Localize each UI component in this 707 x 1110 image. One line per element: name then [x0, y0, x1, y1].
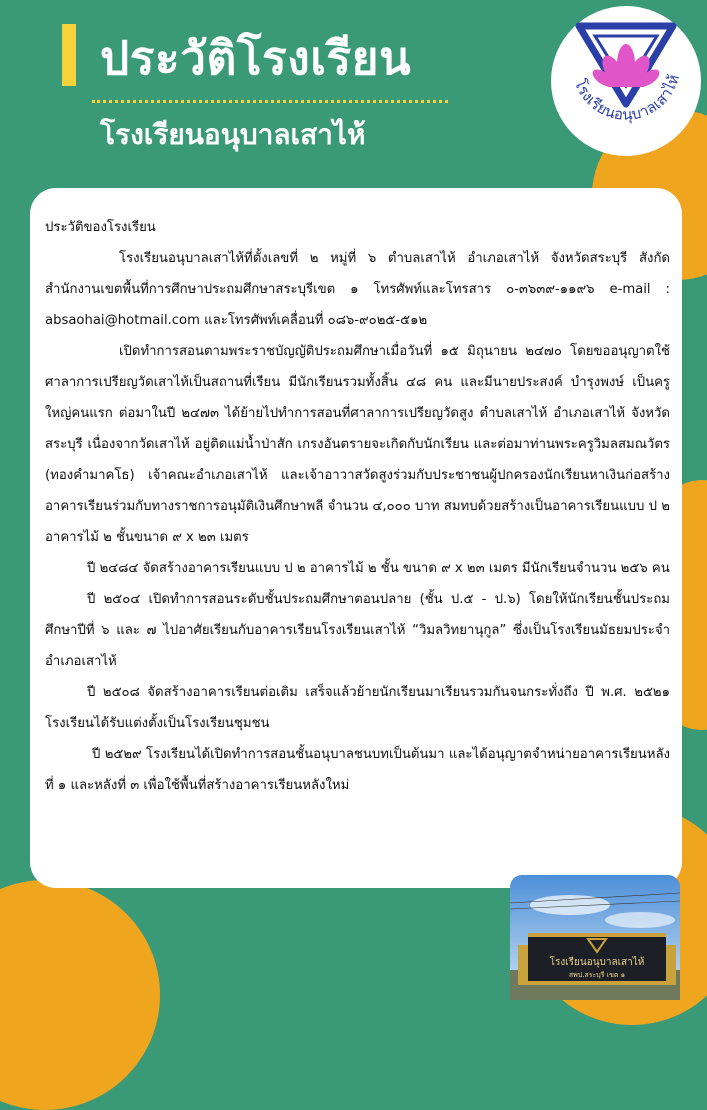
decorative-orange-circle-bottom-left — [0, 880, 160, 1110]
school-lotus-emblem-icon — [551, 6, 701, 156]
paragraph-founding: เปิดทำการสอนตามพระราชบัญญัติประถมศึกษาเมื่อวันที่ ๑๕ มิถุนายน ๒๔๗๐ โดยขออนุญาตใช้ศาลาการเปรียญวัดเสาไห้เป็นสถานที่เรียน มีนักเรียนรวมทั้งสิ้น ๔๘ คน และมีนายประสงค์ บำรุงพงษ์ เป็นครูใหญ่คนแรก ต่อมาในปี ๒๔๗๓ ได้ย้ายไปทำการสอนที่ศาลาการเปรียญวัดสูง ตำบลเสาไห้ อำเภอเสาไห้ จังหวัดสระบุรี เนื่องจากวัดเสาไห้ อยู่ติดแม่น้ำป่าสัก เกรงอันตรายจะเกิดกับนักเรียน และต่อมาท่านพระครูวิมลสมณวัตร (ทองคำมาคโธ) เจ้าคณะอำเภอเสาไห้ และเจ้าอาวาสวัดสูงร่วมกับประชาชนผู้ปกครองนักเรียนหาเงินก่อสร้างอาคารเรียนร่วมกับทางราชการอนุมัติเงินศึกษาพลี จำนวน ๔,๐๐๐ บาท สมทบด้วยสร้างเป็นอาคารเรียนแบบ ป ๒ อาคารไม้ ๒ ชั้นขนาด ๙ x ๒๓ เมตร — [45, 344, 670, 545]
paragraph-2508: ปี ๒๕๐๘ จัดสร้างอาคารเรียนต่อเติม เสร็จแล้วย้ายนักเรียนมาเรียนรวมกันจนกระทั่งถึง ปี พ.ศ. ๒๕๒๑ โรงเรียนได้รับแต่งตั้งเป็นโรงเรียนชุมชน — [45, 685, 670, 731]
paragraph-2504: ปี ๒๕๐๔ เปิดทำการสอนระดับชั้นประถมศึกษาตอนปลาย (ชั้น ป.๕ - ป.๖) โดยให้นักเรียนชั้นประถมศึกษาปีที่ ๖ และ ๗ ไปอาศัยเรียนกับอาคารเรียนโรงเรียนเสาไห้ “วิมลวิทยานุกูล” ซึ่งเป็นโรงเรียนมัธยมประจำอำเภอเสาไห้ — [45, 592, 670, 669]
page-title: ประวัติโรงเรียน — [100, 31, 412, 85]
title-dotted-divider — [92, 100, 448, 103]
school-gate-photo — [510, 875, 680, 1000]
logo-text: โรงเรียนอนุบาลเสาไห้ — [570, 72, 683, 124]
paragraph-2484: ปี ๒๔๘๔ จัดสร้างอาคารเรียนแบบ ป ๒ อาคารไม้ ๒ ชั้น ขนาด ๙ x ๒๓ เมตร มีนักเรียนจำนวน ๒๕๖ คน — [87, 561, 670, 576]
gate-sign-line2: สพป.สระบุรี เขต ๑ — [568, 971, 626, 979]
history-card — [30, 188, 682, 888]
title-accent-bar — [62, 24, 76, 86]
document-heading: ประวัติของโรงเรียน — [45, 220, 156, 235]
page-subtitle: โรงเรียนอนุบาลเสาไห้ — [100, 118, 366, 151]
paragraph-location: โรงเรียนอนุบาลเสาไห้ที่ตั้งเลขที่ ๒ หมู่ที่ ๖ ตำบลเสาไห้ อำเภอเสาไห้ จังหวัดสระบุรี สังกัดสำนักงานเขตพื้นที่การศึกษาประถมศึกษาสระบุรีเขต ๑ โทรศัพท์และโทรสาร ๐-๓๖๓๙-๑๑๙๖ e-mail : absaohai@hotmail.com และโทรศัพท์เคลื่อนที่ ๐๘๖-๙๐๒๕-๕๑๒ — [45, 251, 670, 328]
school-logo — [551, 6, 701, 156]
gate-sign-line1: โรงเรียนอนุบาลเสาไห้ — [549, 957, 645, 968]
history-document — [45, 212, 670, 801]
paragraph-2529: ปี ๒๕๒๙ โรงเรียนได้เปิดทำการสอนชั้นอนุบาลชนบทเป็นต้นมา และได้อนุญาตจำหน่ายอาคารเรียนหลังที่ ๑ และหลังที่ ๓ เพื่อใช้พื้นที่สร้างอาคารเรียนหลังใหม่ — [45, 747, 670, 793]
